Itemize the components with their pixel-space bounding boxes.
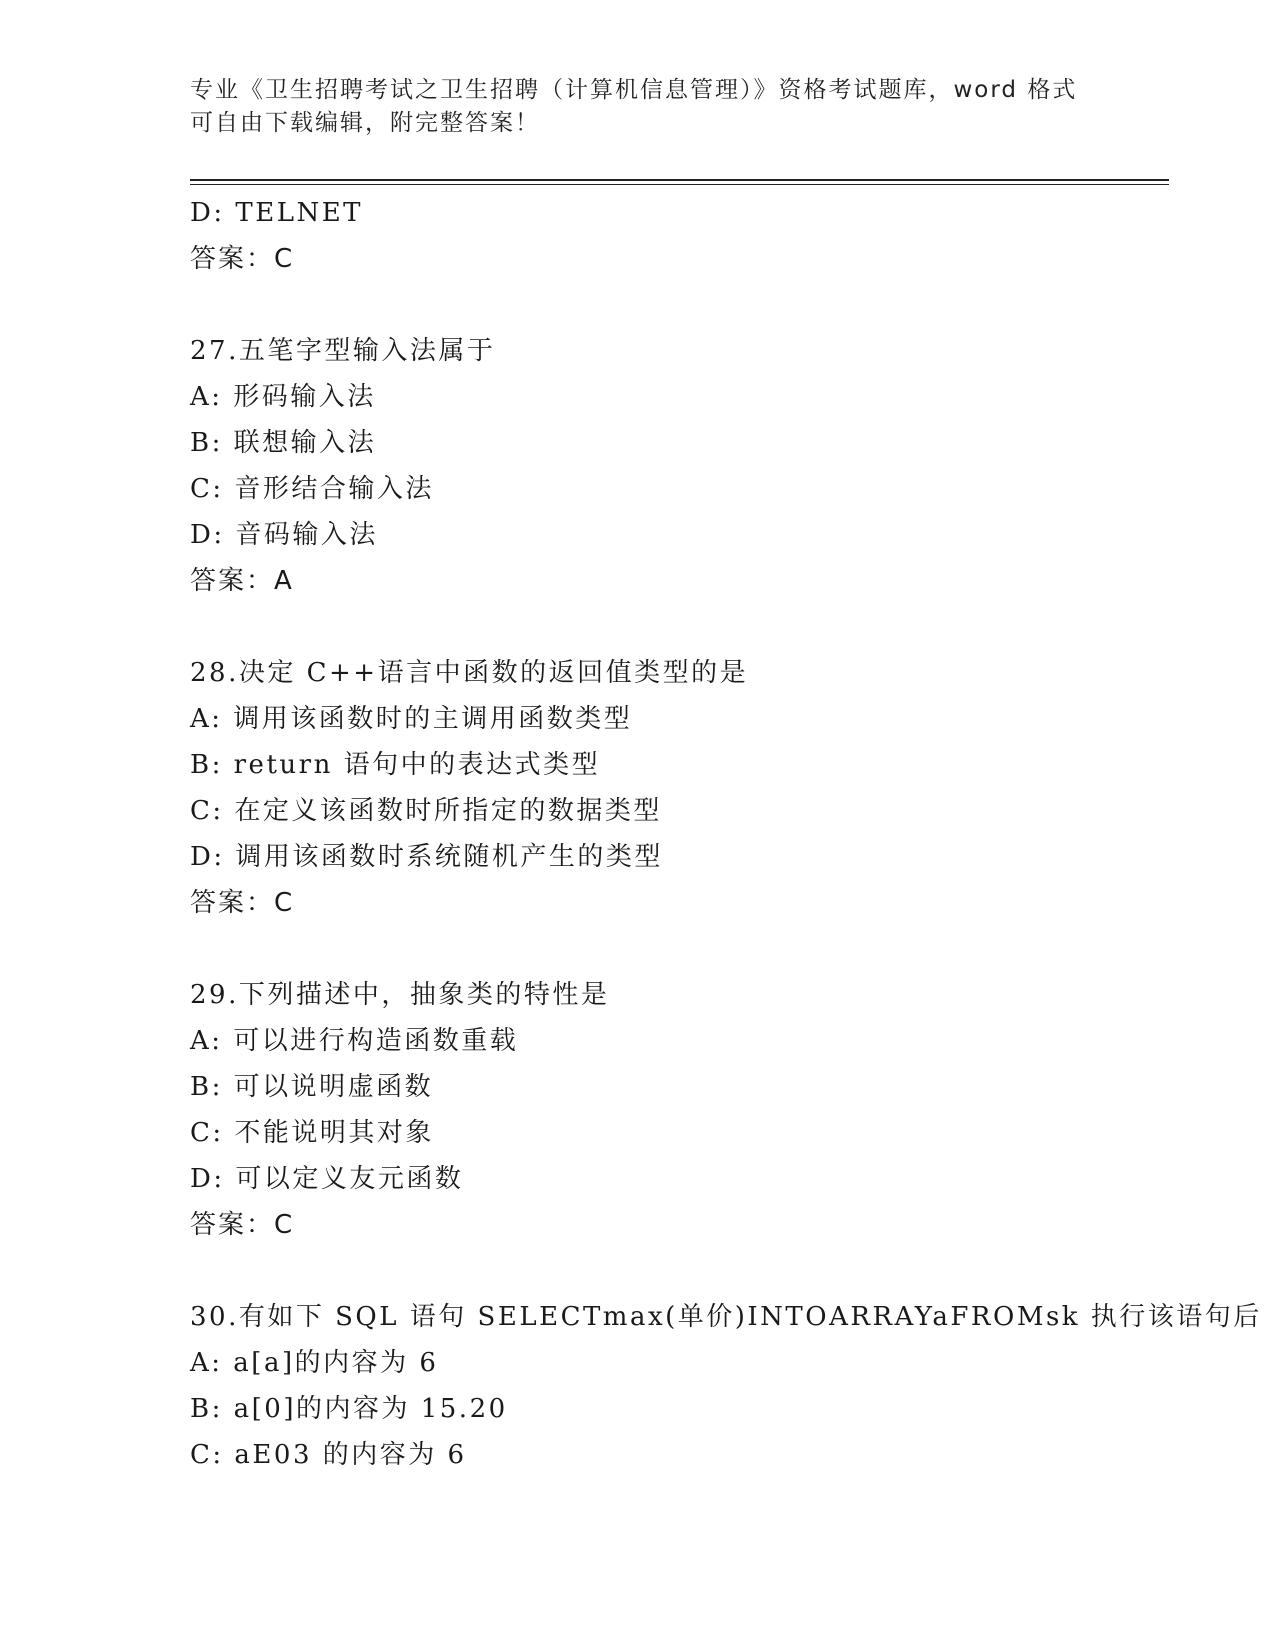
spacer [190, 1248, 1170, 1294]
spacer [190, 604, 1170, 650]
option-d: D: 可以定义友元函数 [190, 1164, 464, 1194]
option-c: C: 音形结合输入法 [190, 474, 434, 504]
spacer [190, 282, 1170, 328]
option-b: B: return 语句中的表达式类型 [190, 750, 601, 780]
option-b: B: 联想输入法 [190, 428, 377, 458]
header-rule-thick [190, 179, 1169, 181]
header-rule-thin [190, 184, 1169, 185]
option-b: B: 可以说明虚函数 [190, 1072, 434, 1102]
option-d: D: 调用该函数时系统随机产生的类型 [190, 842, 663, 872]
option-a: A: 形码输入法 [190, 382, 376, 412]
option-a: A: 调用该函数时的主调用函数类型 [190, 704, 633, 734]
header-line-2: 可自由下载编辑，附完整答案！ [190, 110, 540, 136]
question-stem: 27.五笔字型输入法属于 [190, 336, 496, 366]
question-28 [190, 650, 1170, 926]
prev-question-answer: 答案：C [190, 244, 295, 274]
option-a: A: a[a]的内容为 6 [190, 1348, 439, 1378]
header-line-1: 专业《卫生招聘考试之卫生招聘（计算机信息管理）》资格考试题库，word 格式 [190, 77, 1078, 103]
question-stem: 30.有如下 SQL 语句 SELECTmax(单价)INTOARRAYaFROMsk 执行该语句后 [190, 1302, 1262, 1332]
question-stem: 28.决定 C++语言中函数的返回值类型的是 [190, 658, 749, 688]
question-27 [190, 328, 1170, 604]
option-a: A: 可以进行构造函数重载 [190, 1026, 519, 1056]
answer: 答案：C [190, 888, 295, 918]
question-29 [190, 972, 1170, 1248]
option-b: B: a[0]的内容为 15.20 [190, 1394, 508, 1424]
document-header [190, 74, 1090, 140]
question-30 [190, 1294, 1262, 1478]
question-stem: 29.下列描述中，抽象类的特性是 [190, 980, 610, 1010]
spacer [190, 926, 1170, 972]
option-c: C: aE03 的内容为 6 [190, 1440, 467, 1470]
prev-question-option-d: D: TELNET [190, 198, 364, 228]
question-list [190, 190, 1262, 1478]
option-c: C: 不能说明其对象 [190, 1118, 434, 1148]
option-d: D: 音码输入法 [190, 520, 378, 550]
answer: 答案：C [190, 1210, 295, 1240]
option-c: C: 在定义该函数时所指定的数据类型 [190, 796, 662, 826]
answer: 答案：A [190, 566, 294, 596]
